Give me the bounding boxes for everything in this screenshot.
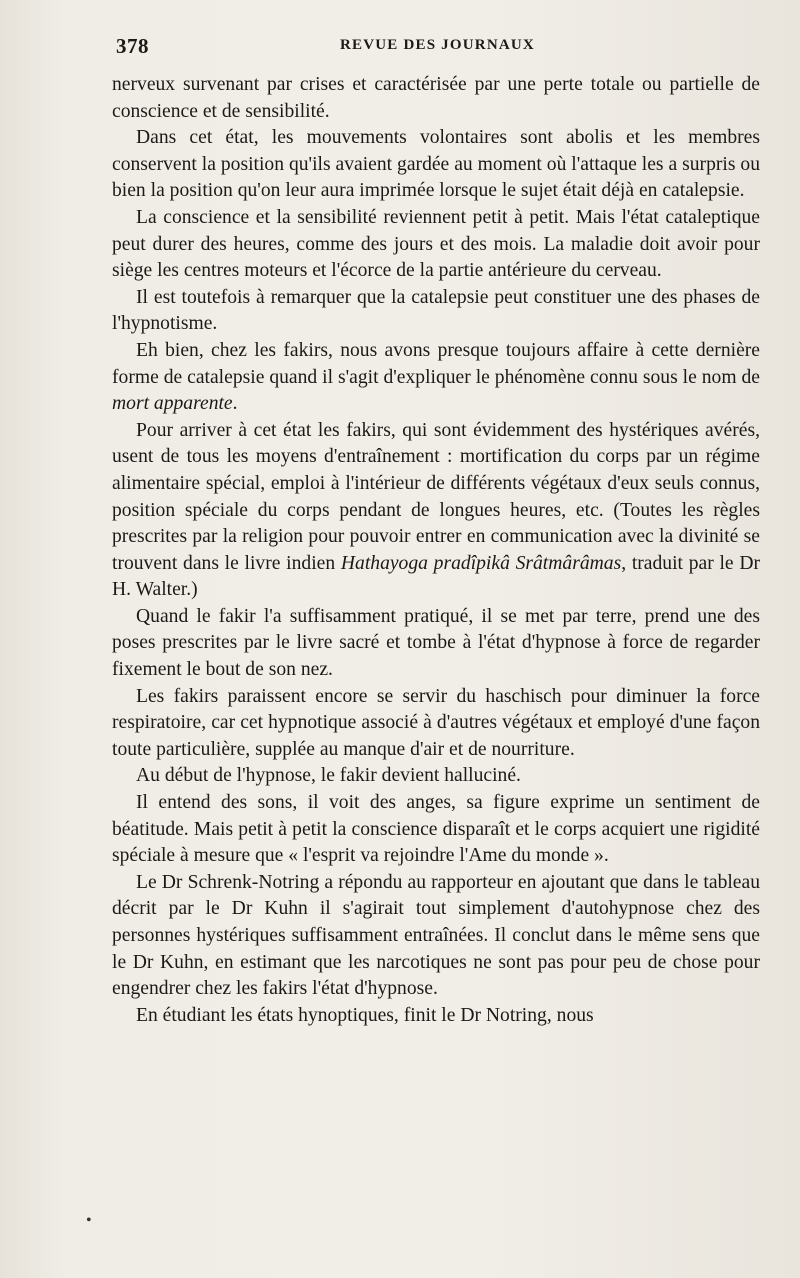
margin-speck-icon: • [86,1212,92,1229]
paragraph-2: Dans cet état, les mouvements volontaires sont abolis et les membres conservent la position qu'ils avaient gardée au moment où l'attaque les a surpris ou bien la position qu'on leur aura imprimée lorsque le sujet était déjà en catalepsie. [112,127,760,202]
paragraph-6-italic: Hathayoga pradîpikâ Srâtmârâmas [340,552,622,574]
paragraph-5 [112,338,760,418]
paragraph-3: La conscience et la sensibilité reviennent petit à petit. Mais l'état cataleptique peut durer des heures, comme des jours et des mois. La maladie doit avoir pour siège les centres moteurs et l'écorce de la partie antérieure du cerveau. [112,206,760,282]
paragraph-8: Les fakirs paraissent encore se servir du haschisch pour diminuer la force respiratoire, car cet hypnotique associé à d'autres végétaux et employé d'une façon toute particulière, supplée au manque d'air et de nourriture. [112,685,760,760]
paragraph-10: Il entend des sons, il voit des anges, sa figure exprime un sentiment de béatitude. Mais petit à petit la conscience disparaît et le corps acquiert une rigidité spéciale à mesure que « l'esprit va rejoindre l'Ame du monde ». [112,792,760,867]
paragraph-12: En étudiant les états hynoptiques, finit le Dr Notring, nous [136,1004,594,1026]
paragraph-1: nerveux survenant par crises et caractérisée par une perte totale ou partielle de conscience et de sensibilité. [112,74,760,122]
paragraph-4: Il est toutefois à remarquer que la catalepsie peut constituer une des phases de l'hypnotisme. [112,286,760,335]
paragraph-9: Au début de l'hypnose, le fakir devient halluciné. [136,765,521,787]
paragraph-6 [112,418,760,604]
paragraph-5-text: Eh bien, chez les fakirs, nous avons presque toujours affaire à cette dernière forme de catalepsie quand il s'agit d'expliquer le phénomène connu sous le nom de [112,339,760,388]
paragraph-11: Le Dr Schrenk-Notring a répondu au rapporteur en ajoutant que dans le tableau décrit par le Dr Kuhn il s'agirait tout simplement d'autohypnose chez des personnes hystériques suffisamment entraînées. Il conclut dans le même sens que le Dr Kuhn, en estimant que les narcotiques ne sont pas pour peu de chose pour engendrer chez les fakirs l'état d'hypnose. [112,871,760,1000]
page-number: 378 [116,34,149,58]
page-header [116,34,756,64]
body-text [112,72,760,1029]
paragraph-6-end: , traduit par le Dr H. Walter.) [112,552,760,601]
paragraph-5-end: . [232,393,238,415]
paragraph-6-text: Pour arriver à cet état les fakirs, qui sont évidemment des hystériques avérés, usent de tous les moyens d'entraînement : mortification du corps par un régime alimentaire spécial, emploi à l'intérieur de différents végétaux d'eux seuls connus, position spéciale du corps pendant de longues heures, etc. (Toutes les règles prescrites par la religion pour pouvoir entrer en communication avec la divinité se trouvent dans le livre indien [112,419,760,574]
running-head: REVUE DES JOURNAUX [340,37,535,53]
paragraph-5-italic: mort apparente [112,393,233,415]
paragraph-7: Quand le fakir l'a suffisamment pratiqué, il se met par terre, prend une des poses prescrites par le livre sacré et tombe à l'état d'hypnose à force de regarder fixement le bout de son nez. [112,605,760,681]
